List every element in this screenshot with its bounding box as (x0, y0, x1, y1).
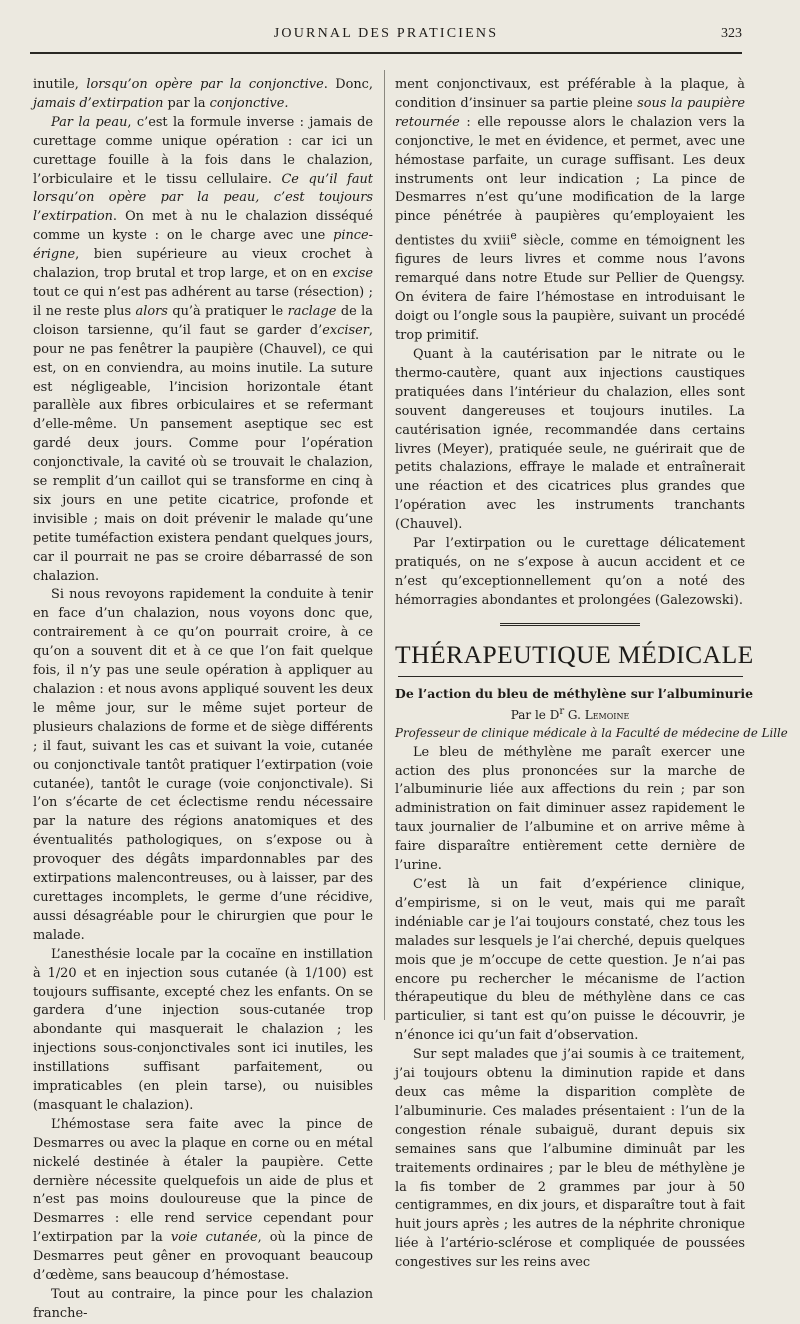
column-divider (384, 70, 385, 1020)
section-separator (500, 623, 640, 630)
italic-text: Par la peau (51, 114, 128, 130)
byline-initial: G. (564, 707, 585, 722)
page-number: 323 (721, 26, 742, 41)
italic-text: jamais d’extirpation (33, 95, 164, 111)
italic-text: raclage (287, 303, 337, 319)
italic-text: sous la paupière retournée (395, 95, 745, 130)
header-rule (30, 52, 742, 54)
italic-text: voie cutanée (170, 1230, 258, 1246)
text-run: tout ce qui n’est pas adhérent au tarse (résection) ; il ne reste plus (33, 284, 373, 319)
text-run: siècle, comme en témoignent les figures de leurs livres et comme nous l’avons remarqué dans notre Etude sur Pellier de Quengsy. On évitera de faire l’hémostase en introduisant le doigt ou l’ongle sous la paupière, suivant un procédé trop primitif. (395, 233, 745, 344)
text-run: . Donc, (323, 77, 373, 92)
text-run: , bien supérieure au vieux crochet à chalazion, trop brutal et trop large, et on en (33, 247, 373, 282)
italic-text: excise (332, 266, 373, 282)
italic-text: Ce qu’il faut lorsqu’on opère par la peau, c’est toujours l’extirpation (33, 171, 373, 225)
text-run: : elle repousse alors le chalazion vers la conjonctive, le met en évidence, et permet, avec une hémostase parfaite, un curage suffisant. Les deux instruments ont leur indication ; La pince de Desmarres n’est qu’une modification de la large pince pénétrée à paupières qu’employaient les dentistes du xviii (395, 114, 745, 249)
text-run: , pour ne pas fenêtrer la paupière (Chauvel), ce qui est, on en conviendra, au moins inutile. La suture est négligeable, l’incision horizontale étant parallèle aux fibres orbiculaires et se refermant d’elle-même. Un pansement aseptique sec est gardé deux jours. Comme pour l’opération conjonctivale, la cavité où se trouvait le chalazion, se remplit d’un caillot qui se transforme en cinq à six jours en une petite cicatrice, profonde et invisible ; mais on doit prévenir le malade qu’une petite tuméfaction existera pendant quelques jours, car il pourrait ne pas se croire débarrassé de son chalazion. (33, 322, 373, 584)
paragraph (33, 114, 373, 587)
text-run: ment conjonctivaux, est préférable à la plaque, à condition d’insinuer sa partie pleine (395, 77, 745, 111)
right-column (395, 76, 788, 1273)
author-affiliation: Professeur de clinique médicale à la Faculté de médecine de Lille (395, 725, 788, 740)
italic-text: exciser (322, 322, 369, 338)
byline (395, 703, 745, 724)
article-title: De l’action du bleu de méthylène sur l’albuminurie (395, 685, 754, 701)
italic-text: alors (135, 303, 168, 319)
text-run: par la (163, 95, 210, 111)
paragraph: Quant à la cautérisation par le nitrate ou le thermo-cautère, quant aux injections caustiques pratiquées dans l’intérieur du chalazion, elles sont souvent dangereuses et toujours inutiles. La cautérisation ignée, recommandée dans certains livres (Meyer), pratiquée seule, ne guérirait que de petits chalazions, effraye le malade et entraînerait une réaction et des cicatrices plus grandes que l’opération avec les instruments tranchants (Chauvel). (395, 346, 745, 533)
title-rule (398, 676, 743, 677)
byline-prefix: Par le D (510, 707, 560, 722)
italic-text: lorsqu’on opère par la conjonctive (86, 77, 324, 92)
paragraph: C’est là un fait d’expérience clinique, d’empirisme, si on le veut, mais qui me paraît indéniable car je l’ai toujours constaté, chez tous les malades sur lesquels je l’ai cherché, depuis quelques mois que je m’occupe de cette question. Je n’ai pas encore pu rechercher le mécanisme de l’action thérapeutique du bleu de méthylène dans ce cas particulier, si tant est qu’on puisse le découvrir, je n’énonce ici qu’un fait d’observation. (395, 877, 745, 1044)
text-run: de la cloison tarsienne, qu’il faut se garder d’ (33, 303, 373, 338)
author-name: Lemoine (584, 707, 630, 722)
paragraph: Par l’extirpation ou le curettage délicatement pratiqués, on ne s’expose à aucun accident et ce n’est qu’exceptionnellement qu’on a noté des hémorragies abondantes et prolongées (Galezowski). (395, 536, 745, 608)
paragraph (33, 1116, 373, 1286)
paragraph: L’anesthésie locale par la cocaïne en instillation à 1/20 et en injection sous cutanée (à 1/100) est toujours suffisante, excepté chez les enfants. On se gardera d’une injection sous-cutanée trop abondante qui masquerait le chalazion ; les injections sous-conjonctivales sont ici inutiles, les instillations suffisant parfaitement, ou impraticables (en plein tarse), ou nuisibles (masquant le chalazion). (33, 946, 373, 1113)
text-run: L’hémostase sera faite avec la pince de Desmarres ou avec la plaque en corne ou en métal nickelé destinée à étaler la paupière. Cette dernière nécessite quelquefois un aide de plus et n’est pas moins douloureuse que la pince de Desmarres : elle rend service cependant pour l’extirpation par la (33, 1116, 373, 1246)
text-run: , c’est la formule inverse : jamais de curettage comme unique opération : car ici un curettage fouille à la fois dans le chalazion, l’orbiculaire et le tissu cellulaire. (33, 114, 373, 187)
byline-sup: r (559, 705, 565, 717)
paragraph: Si nous revoyons rapidement la conduite à tenir en face d’un chalazion, nous voyons donc que, contrairement à ce qu’on pourrait croire, à ce qu’on a souvent dit et à ce que l’on fait quelque fois, il n’y pas une seule opération à appliquer au chalazion : et nous avons appliqué souvent les deux le même jour, sur le même sujet porteur de plusieurs chalazions de forme et de siège différents ; il faut, suivant les cas et suivant la voie, cutanée ou conjonctivale tantôt pratiquer l’extirpation (voie cutanée), tantôt le curage (voie conjonctivale). Si l’on s’écarte de cet éclectisme rendu nécessaire par la nature des régions anatomiques et des éventualités pathologiques, on s’expose ou à provoquer des dégâts impardonnables par des extirpations malencontreuses, ou à laisser, par des curettages incomplets, le germe d’une récidive, aussi désagréable pour le chirurgien que pour le malade. (33, 587, 373, 943)
section-title: THÉRAPEUTIQUE MÉDICALE (395, 639, 754, 669)
superscript: e (510, 229, 517, 243)
paragraph: Sur sept malades que j’ai soumis à ce traitement, j’ai toujours obtenu la diminution rapide et dans deux cas même la disparition complète de l’albuminurie. Ces malades présentaient : l’un de la congestion rénale subaiguë, durant depuis six semaines sans que l’albumine diminuât par les traitements ordinaires ; par le bleu de méthylène je la fis tomber de 2 grammes par jour à 50 centigrammes, en dix jours, et disparaître tout à fait huit jours après ; les autres de la néphrite chronique liée à l’artério-sclérose et compliquée de poussées congestives sur les reins avec (395, 1047, 745, 1271)
text-run: inutile, (33, 77, 87, 92)
text-run: qu’à pratiquer le (167, 303, 288, 319)
italic-text: pince-érigne (33, 228, 373, 263)
italic-text: conjonctive. (209, 95, 289, 111)
paragraph: Tout au contraire, la pince pour les chalazion franche- (33, 1287, 373, 1321)
paragraph (395, 76, 745, 346)
text-run: , où la pince de Desmarres peut gêner en provoquant beaucoup d’œdème, sans beaucoup d’hémostase. (33, 1230, 374, 1284)
left-column (33, 76, 373, 1324)
journal-title: JOURNAL DES PRATICIENS (273, 26, 499, 41)
running-head (30, 26, 742, 48)
text-run: . On met à nu le chalazion disséqué comme un kyste : on le charge avec une (33, 209, 373, 244)
paragraph (33, 76, 373, 114)
paragraph: Le bleu de méthylène me paraît exercer une action des plus prononcées sur la marche de l’albuminurie liée aux affections du rein ; par son administration on fait diminuer assez rapidement le taux journalier de l’albumine et on arrive même à faire disparaître entièrement cette dernière de l’urine. (395, 744, 745, 874)
